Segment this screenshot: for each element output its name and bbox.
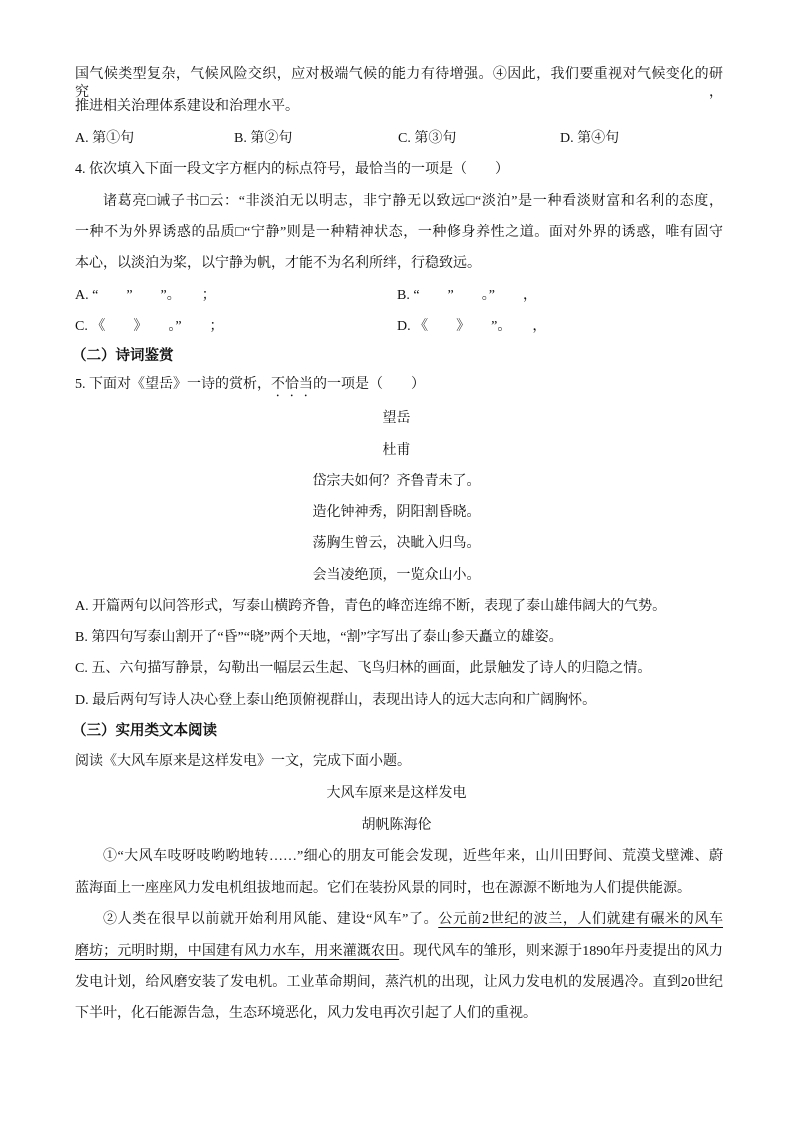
poem-line: 岱宗夫如何？齐鲁青未了。 <box>312 474 481 489</box>
q4-option-c[interactable]: C. 《 》 。” ； <box>75 319 224 334</box>
q5-option-b[interactable]: B. 第四句写泰山割开了“昏”“晓”两个天地，“割”字写出了泰山参天矗立的雄姿。 <box>75 630 563 645</box>
poem-title: 望岳 <box>382 411 411 426</box>
article-title: 大风车原来是这样发电 <box>326 786 467 801</box>
p2-underlined: 公元前2世纪的波兰，人们就建有碾米的风车 <box>438 912 724 927</box>
section-heading-poetry: （二）诗词鉴赏 <box>72 348 174 364</box>
paragraph-2-line-2 <box>75 943 723 961</box>
article-author: 胡帆陈海伦 <box>361 818 432 833</box>
q4-passage-line-3: 本心，以淡泊为桨，以宁静为帆，才能不为名利所绊，行稳致远。 <box>75 256 481 271</box>
q5-stem-post: 的一项是（ ） <box>313 377 425 392</box>
p2-plain: 。现代风车的雏形，则来源于1890年丹麦提出的风力 <box>399 944 724 959</box>
q5-option-d[interactable]: D. 最后两句写诗人决心登上泰山绝顶俯视群山，表现出诗人的远大志向和广阔胸怀。 <box>75 693 597 708</box>
q5-stem <box>75 376 723 400</box>
paragraph-1-line-1: ①“大风车吱呀吱哟哟地转……”细心的朋友可能会发现，近些年来，山川田野间、荒漠戈壁滩、蔚 <box>103 849 723 864</box>
paragraph-2-line-4: 下半叶，化石能源告急，生态环境恶化，风力发电再次引起了人们的重视。 <box>75 1006 537 1021</box>
q3-option-c[interactable]: C. 第③句 <box>398 131 457 146</box>
q3-option-b[interactable]: B. 第②句 <box>234 131 293 146</box>
q5-option-c[interactable]: C. 五、六句描写静景，勾勒出一幅层云生起、飞鸟归林的画面，此景触发了诗人的归隐之情。 <box>75 661 652 676</box>
q4-option-d[interactable]: D. 《 》 ”。 ， <box>397 319 547 334</box>
paragraph-2-line-3: 发电计划，给风磨安装了发电机。工业革命期间，蒸汽机的出现，让风力发电机的发展遇冷。直到20世纪 <box>75 975 723 990</box>
q4-option-b[interactable]: B. “ ” 。” ， <box>397 288 537 303</box>
q4-passage-line-1: 诸葛亮□诫子书□云：“非淡泊无以明志，非宁静无以致远□“淡泊”是一种看淡财富和名利的态度， <box>103 194 723 209</box>
q3-passage-line-2: 推进相关治理体系建设和治理水平。 <box>75 99 299 114</box>
q3-passage-line-1: 国气候类型复杂，气候风险交织，应对极端气候的能力有待增强。④因此，我们要重视对气候变化的研究， <box>75 67 723 100</box>
p2-plain: ②人类在很早以前就开始利用风能、建设“风车”了。 <box>103 912 439 927</box>
paragraph-1-line-2: 蓝海面上一座座风力发电机组拔地而起。它们在装扮风景的同时，也在源源不断地为人们提供能源。 <box>75 881 691 896</box>
q4-passage-line-2: 一种不为外界诱惑的品质□“宁静”则是一种精神状态，一种修身养性之道。面对外界的诱惑，唯有固守 <box>75 225 723 240</box>
section-heading-practical-text: （三）实用类文本阅读 <box>72 723 217 739</box>
q5-stem-pre: 5. 下面对《望岳》一诗的赏析， <box>75 377 271 392</box>
q4-stem: 4. 依次填入下面一段文字方框内的标点符号，最恰当的一项是（ ） <box>75 162 509 177</box>
q5-option-a[interactable]: A. 开篇两句以问答形式，写泰山横跨齐鲁，青色的峰峦连绵不断，表现了泰山雄伟阔大的气势。 <box>75 599 667 614</box>
q5-stem-emphasis: 不恰当 <box>271 377 313 392</box>
q3-option-a[interactable]: A. 第①句 <box>75 131 135 146</box>
q4-option-a[interactable]: A. “ ” ”。 ； <box>75 288 216 303</box>
poem-line: 造化钟神秀，阴阳割昏晓。 <box>312 505 481 520</box>
q3-option-d[interactable]: D. 第④句 <box>560 131 620 146</box>
p2-underlined: 磨坊；元明时期，中国建有风力水车，用来灌溉农田 <box>75 944 400 959</box>
poem-line: 荡胸生曾云，决眦入归鸟。 <box>312 536 481 551</box>
poem-author: 杜甫 <box>382 443 411 458</box>
poem-line: 会当凌绝顶，一览众山小。 <box>312 568 481 583</box>
reading-instruction: 阅读《大风车原来是这样发电》一文，完成下面小题。 <box>75 754 411 769</box>
paragraph-2-line-1 <box>103 911 723 929</box>
